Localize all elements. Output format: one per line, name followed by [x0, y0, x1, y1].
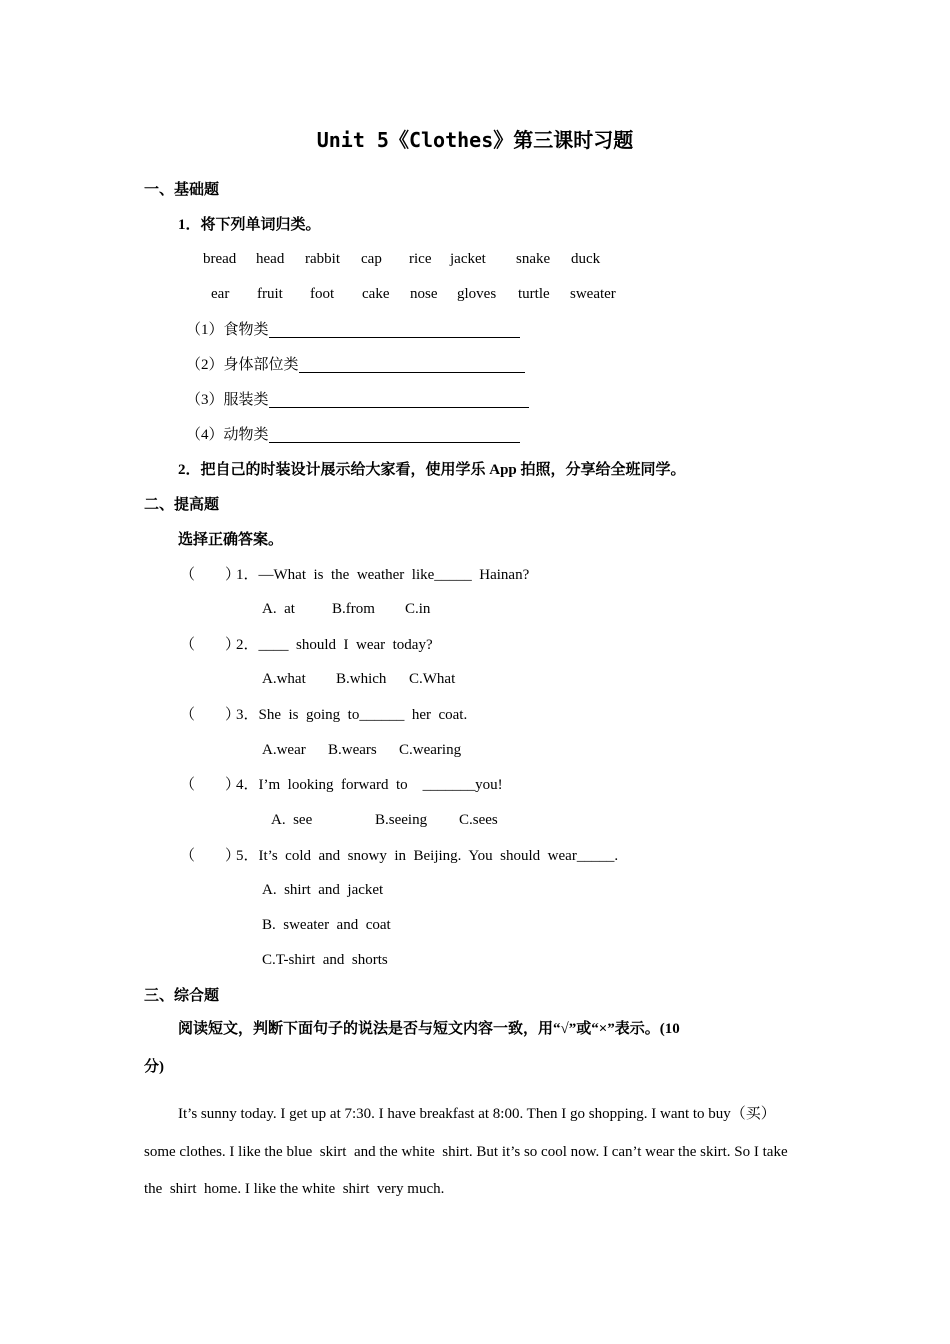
answer-bracket[interactable]: （ ）	[180, 848, 241, 864]
word: duck	[571, 251, 601, 267]
word: rabbit	[305, 251, 340, 267]
section-3-heading: 三、综合题	[144, 988, 220, 1004]
option-b[interactable]: B.from	[332, 601, 375, 617]
answer-blank[interactable]	[269, 427, 520, 443]
question-1-1: 1．将下列单词归类。	[178, 217, 321, 233]
category-label: （1）食物类	[186, 322, 269, 338]
option-c[interactable]: C.T-shirt and shorts	[262, 952, 388, 968]
word: ear	[211, 286, 230, 302]
reading-passage: It’s sunny today. I get up at 7:30. I have breakfast at 8:00. Then I go shopping. I want to buy（买）some clothes. I like the blue skirt and the white shirt. But it’s so cool now. I can’t wear the skirt. So I take the shirt home. I like the white shirt very much.	[144, 1106, 792, 1197]
mc-question-1: 1．—What is the weather like_____ Hainan?	[236, 567, 530, 583]
answer-bracket[interactable]: （ ）	[180, 637, 241, 653]
word: fruit	[257, 286, 283, 302]
option-a[interactable]: A. see	[271, 812, 313, 828]
section-1-heading: 一、基础题	[144, 182, 220, 198]
option-a[interactable]: A. shirt and jacket	[262, 882, 384, 898]
word: sweater	[570, 286, 616, 302]
word: turtle	[518, 286, 550, 302]
option-a[interactable]: A.what	[262, 671, 306, 687]
option-a[interactable]: A.wear	[262, 742, 306, 758]
word: foot	[310, 286, 335, 302]
answer-blank[interactable]	[269, 392, 529, 408]
section-3-instruction-line-2: 分)	[144, 1059, 164, 1075]
option-b[interactable]: B.seeing	[375, 812, 428, 828]
question-1-2: 2．把自己的时装设计展示给大家看，使用学乐 App 拍照，分享给全班同学。	[178, 462, 686, 478]
word: nose	[410, 286, 438, 302]
category-animals	[186, 427, 520, 443]
mc-question-2: 2．____ should I wear today?	[236, 637, 433, 653]
option-c[interactable]: C.sees	[459, 812, 498, 828]
answer-blank[interactable]	[299, 357, 525, 373]
word: cap	[361, 251, 382, 267]
option-c[interactable]: C.in	[405, 601, 431, 617]
page-title: Unit 5《Clothes》第三课时习题	[316, 128, 634, 152]
answer-blank[interactable]	[269, 322, 520, 338]
option-a[interactable]: A. at	[262, 601, 295, 617]
option-c[interactable]: C.wearing	[399, 742, 462, 758]
option-b[interactable]: B.wears	[328, 742, 377, 758]
mc-question-3: 3．She is going to______ her coat.	[236, 707, 468, 723]
category-label: （3）服装类	[186, 392, 269, 408]
category-food	[186, 322, 520, 338]
word: gloves	[457, 286, 497, 302]
section-3-instruction-line-1: 阅读短文，判断下面句子的说法是否与短文内容一致，用“√”或“×”表示。(10	[178, 1021, 680, 1037]
section-2-heading: 二、提高题	[144, 497, 220, 513]
word: snake	[516, 251, 551, 267]
answer-bracket[interactable]: （ ）	[180, 777, 241, 793]
category-body-parts	[186, 357, 525, 373]
category-clothes	[186, 392, 529, 408]
option-b[interactable]: B. sweater and coat	[262, 917, 391, 933]
category-label: （4）动物类	[186, 427, 269, 443]
section-2-instruction: 选择正确答案。	[178, 532, 284, 548]
mc-question-5: 5．It’s cold and snowy in Beijing. You should wear_____.	[236, 848, 619, 864]
option-b[interactable]: B.which	[336, 671, 387, 687]
word: jacket	[450, 251, 486, 267]
mc-question-4: 4．I’m looking forward to _______you!	[236, 777, 503, 793]
answer-bracket[interactable]: （ ）	[180, 567, 241, 583]
word: head	[256, 251, 285, 267]
option-c[interactable]: C.What	[409, 671, 456, 687]
category-label: （2）身体部位类	[186, 357, 299, 373]
word: bread	[203, 251, 237, 267]
word: cake	[362, 286, 390, 302]
word: rice	[409, 251, 432, 267]
answer-bracket[interactable]: （ ）	[180, 707, 241, 723]
